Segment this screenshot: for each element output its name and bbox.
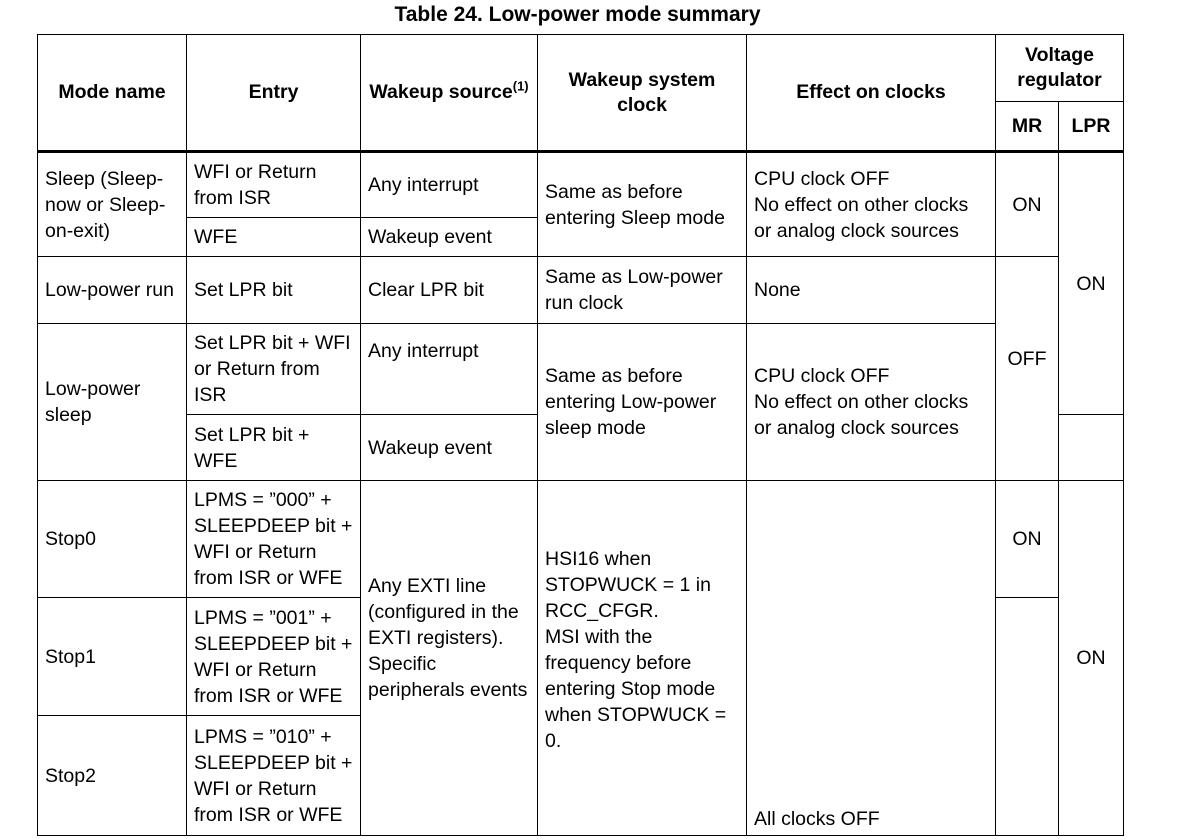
entry-lp-sleep-wfi: Set LPR bit + WFI or Return from ISR	[187, 324, 361, 415]
mode-stop1: Stop1	[38, 598, 187, 716]
mode-stop0: Stop0	[38, 481, 187, 598]
entry-sleep-wfi: WFI or Return from ISR	[187, 152, 361, 218]
effect-sleep-other: No effect on other clocks or analog clock sources	[754, 193, 969, 242]
mr-lp-sleep	[996, 257, 1059, 481]
clock-stop-msi: MSI with the frequency before entering Stop mode when STOPWUCK = 0.	[545, 626, 727, 752]
clock-lp-sleep: Same as before entering Low-power sleep mode	[538, 324, 747, 481]
mr-off-label: OFF	[1007, 347, 1047, 370]
entry-lp-run: Set LPR bit	[187, 257, 361, 324]
header-mode-name: Mode name	[38, 35, 187, 152]
entry-stop0: LPMS = ”000” + SLEEPDEEP bit + WFI or Return from ISR or WFE	[187, 481, 361, 598]
header-effect: Effect on clocks	[747, 35, 996, 152]
header-entry: Entry	[187, 35, 361, 152]
effect-lp-sleep	[747, 324, 996, 481]
mr-stop-lower	[996, 598, 1059, 836]
mode-sleep: Sleep (Sleep-now or Sleep-on-exit)	[38, 152, 187, 257]
entry-sleep-wfe: WFE	[187, 218, 361, 257]
effect-stop: All clocks OFF	[747, 481, 996, 836]
clock-sleep: Same as before entering Sleep mode	[538, 152, 747, 257]
header-voltage-regulator: Voltage regulator	[996, 35, 1124, 102]
clock-stop	[538, 481, 747, 836]
effect-sleep-cpu: CPU clock OFF	[754, 167, 890, 190]
clock-stop-hsi: HSI16 when STOPWUCK = 1 in RCC_CFGR.	[545, 548, 711, 622]
mr-sleep: ON	[996, 152, 1059, 257]
mr-stop0: ON	[996, 481, 1059, 598]
header-wakeup-source-text: Wakeup source	[369, 81, 513, 103]
header-lpr: LPR	[1059, 102, 1124, 152]
table-title: Table 24. Low-power mode summary	[394, 3, 761, 26]
entry-stop1: LPMS = ”001” + SLEEPDEEP bit + WFI or Return from ISR or WFE	[187, 598, 361, 716]
entry-stop2: LPMS = ”010” + SLEEPDEEP bit + WFI or Return from ISR or WFE	[187, 716, 361, 836]
source-lp-run: Clear LPR bit	[361, 257, 538, 324]
mode-lp-run: Low-power run	[38, 257, 187, 324]
header-mr: MR	[996, 102, 1059, 152]
mode-stop2: Stop2	[38, 716, 187, 836]
mode-lp-sleep: Low-power sleep	[38, 324, 187, 481]
source-stop: Any EXTI line (configured in the EXTI registers). Specific peripherals events	[361, 481, 538, 836]
lpr-lower: ON	[1059, 481, 1124, 836]
lpr-upper: ON	[1059, 152, 1124, 415]
entry-lp-sleep-wfe: Set LPR bit + WFE	[187, 415, 361, 481]
effect-sleep	[747, 152, 996, 257]
footnote-ref: (1)	[512, 78, 529, 94]
source-sleep-interrupt: Any interrupt	[361, 152, 538, 218]
low-power-mode-table	[37, 34, 1124, 836]
lpr-upper-cont	[1059, 415, 1124, 481]
source-sleep-event: Wakeup event	[361, 218, 538, 257]
clock-lp-run: Same as Low-power run clock	[538, 257, 747, 324]
header-wakeup-source	[361, 35, 538, 152]
source-lp-sleep-interrupt: Any interrupt	[361, 324, 538, 415]
source-lp-sleep-event: Wakeup event	[361, 415, 538, 481]
header-wakeup-clock: Wakeup system clock	[538, 35, 747, 152]
effect-lp-sleep-cpu: CPU clock OFF	[754, 365, 890, 387]
effect-lp-run: None	[747, 257, 996, 324]
effect-lp-sleep-other: No effect on other clocks or analog clock sources	[754, 391, 969, 439]
